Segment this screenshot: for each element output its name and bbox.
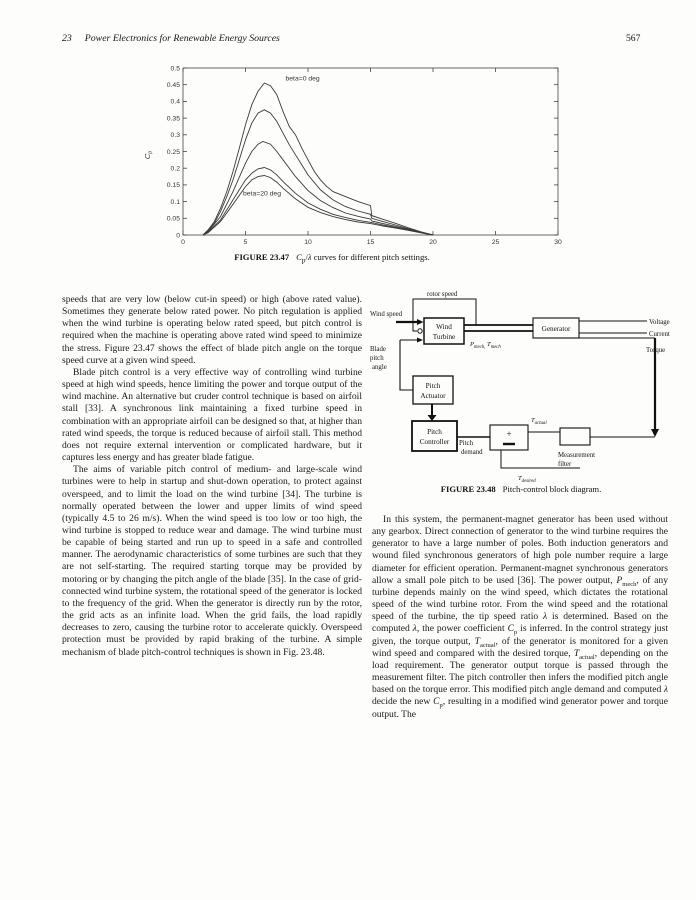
pitch-actuator-label-1: Pitch xyxy=(425,382,441,390)
y-tick-label: 0.1 xyxy=(170,198,180,206)
y-tick-label: 0.25 xyxy=(166,148,180,156)
voltage-label: Voltage xyxy=(649,319,670,326)
blade-pitch-label-1: Blade xyxy=(370,346,386,353)
y-axis-label: $C_p$ xyxy=(143,150,154,160)
paragraph: The aims of variable pitch control of medium- and large-scale wind turbines were to help in startup and shut-down operation, to protect against overspeed, and to limit the load on the wind turbine [34]. The turbine is normally operated between the lower and upper limits of wind speed (typically 4.5 to 26 m/s). When the wind speed is too low or too high, the wind turbine is stopped to reduce wear and damage. The wind turbine must be capable of being started and run up to speed in a safe and controlled manner. The aerodynamic characteristics of some turbines are such that they are not self-starting. The required starting torque may be provided by motoring or by changing the pitch angle of the blade [35]. In the case of grid-connected wind turbine system, the rotational speed of the generator is locked to the frequency of the grid. When the generator is directly run by the rotor, the grid acts as an infinite load. When the grid fails, the load rapidly decreases to zero, causing the turbine rotor to accelerate quickly. Overspeed protection must be provided by rapid braking of the turbine. A simple mechanism of blade pitch-control techniques is shown in Fig. 23.48. xyxy=(62,464,362,658)
paragraph: speeds that are very low (below cut-in speed) or high (above rated value). Sometimes they generate below rated power. No pitch regulation is applied when the wind turbine is operating below rated speed, but pitch control is required when the machine is operating above rated wind speed to minimize the stress. Figure 23.47 shows the effect of blade pitch angle on the torque speed curve at a given wind speed. xyxy=(62,294,362,366)
pitch-actuator-label-2: Actuator xyxy=(420,392,446,400)
y-tick-label: 0 xyxy=(176,232,180,240)
x-tick-label: 5 xyxy=(243,239,248,246)
actuator-to-turbine-line xyxy=(400,340,413,390)
rotor-speed-label: rotor speed xyxy=(427,291,458,298)
x-tick-label: 0 xyxy=(181,239,185,246)
figure-caption-label: FIGURE 23.48 xyxy=(440,484,496,494)
curve-annotation: beta=0 deg xyxy=(285,75,320,83)
x-tick-label: 10 xyxy=(304,239,312,246)
measurement-filter-label-2: filter xyxy=(558,461,572,468)
y-tick-label: 0.3 xyxy=(170,132,180,140)
figure-23-47-caption xyxy=(62,252,602,265)
current-label: Current xyxy=(649,331,670,338)
pitch-controller-box xyxy=(412,421,457,451)
rotor-speed-input-node xyxy=(418,329,422,333)
wind-speed-label: Wind speed xyxy=(370,311,403,318)
paragraph: Blade pitch control is a very effective way of controlling wind turbine speed at high wind speeds, hence limiting the power and torque output of the wind machine. An alternative but cruder control technique is based on airfoil stall [33]. A synchronous link maintaining a fixed turbine speed in combination with an appropriate airfoil can be designed so that, at higher than rated wind speeds, the torque is reduced because of airfoil stall. This method does not require external intervention or complicated hardware, but it captures less energy and has greater blade fatigue. xyxy=(62,366,362,464)
y-tick-label: 0.15 xyxy=(166,182,180,190)
running-header xyxy=(62,33,280,44)
curve-beta-5-deg xyxy=(203,110,433,235)
pmech-tmech-label: $P_{mech,}$ $T_{mech}$ xyxy=(470,341,501,350)
pitch-demand-label-2: demand xyxy=(461,449,483,456)
t-actual-label: $T_{actual}$ xyxy=(531,417,547,426)
page-number: 567 xyxy=(626,33,641,44)
measurement-filter-box xyxy=(560,428,590,445)
paragraph: In this system, the permanent-magnet generator has been used without any gearbox. Direct connection of generator to the wind turbine requires the generator to have a large number of poles. Both induction generators and wound filed synchronous generators of high pole number require a large diameter for efficient operation. Permanent-magnet synchronous generators allow a small pole pitch to be used [36]. The power output, $P_{mech}$, of any turbine depends mainly on the wind speed, which dictates the rotational speed of the wind turbine rotor. From the wind speed and the rotational speed of the turbine, the tip speed ratio λ is determined. Based on the computed λ, the power coefficient $C_p$ is inferred. In the control strategy just given, the torque output, $T_{actual}$, of the generator is monitored for a given wind speed and compared with the desired torque, $T_{actual}$, depending on the load requirement. The generator output torque is passed through the measurement filter. The pitch controller then infers the modified pitch angle based on the torque error. This modified pitch angle demand and computed λ decide the new $C_p$, resulting in a modified wind generator power and torque output. The xyxy=(372,514,669,720)
figure-23-48-diagram xyxy=(370,288,692,484)
plus-sign: + xyxy=(506,429,512,439)
x-tick-label: 25 xyxy=(491,239,500,246)
x-tick-label: 15 xyxy=(366,239,375,246)
y-tick-label: 0.5 xyxy=(170,65,180,73)
pitch-controller-label-1: Pitch xyxy=(427,428,442,436)
figure-caption-text: $C_p/\lambda$ curves for different pitch settings. xyxy=(296,252,430,265)
figure-caption-text: Pitch-control block diagram. xyxy=(502,484,602,494)
y-tick-label: 0.2 xyxy=(170,165,180,173)
wind-turbine-label-1: Wind xyxy=(436,323,452,331)
curve-beta-0-deg xyxy=(203,83,433,235)
wind-turbine-label-2: Turbine xyxy=(432,333,456,341)
curve-beta-15-deg xyxy=(203,168,433,236)
torque-feedback-arrowhead xyxy=(651,429,659,437)
x-tick-label: 20 xyxy=(429,239,437,246)
y-tick-label: 0.45 xyxy=(166,82,180,89)
y-tick-label: 0.4 xyxy=(170,98,180,106)
cp-lambda-chart xyxy=(138,60,568,248)
right-text-column xyxy=(372,514,668,721)
curve-annotation: beta=20 deg xyxy=(243,190,281,198)
figure-23-47-chart xyxy=(138,60,568,248)
chapter-title: Power Electronics for Renewable Energy Sources xyxy=(84,33,280,44)
blade-pitch-label-3: angle xyxy=(372,364,387,371)
left-text-column xyxy=(62,294,362,659)
figure-23-48-caption xyxy=(366,484,676,494)
wind-speed-arrowhead xyxy=(417,319,424,325)
y-tick-label: 0.35 xyxy=(166,115,180,123)
pitch-demand-label-1: Pitch xyxy=(459,440,473,447)
torque-label: Torque xyxy=(646,347,666,354)
t-desired-label: $T_{desired}$ xyxy=(518,475,536,484)
generator-label: Generator xyxy=(541,325,571,333)
pitch-controller-label-2: Controller xyxy=(419,438,450,446)
chapter-number: 23 xyxy=(62,33,72,44)
x-tick-label: 30 xyxy=(554,239,562,246)
y-tick-label: 0.05 xyxy=(166,215,180,223)
blade-pitch-arrowhead xyxy=(417,338,423,343)
blade-pitch-label-2: pitch xyxy=(370,355,384,362)
plot-box xyxy=(183,68,558,235)
measurement-filter-label-1: Measurement xyxy=(558,452,595,459)
figure-caption-label: FIGURE 23.47 xyxy=(234,252,290,262)
